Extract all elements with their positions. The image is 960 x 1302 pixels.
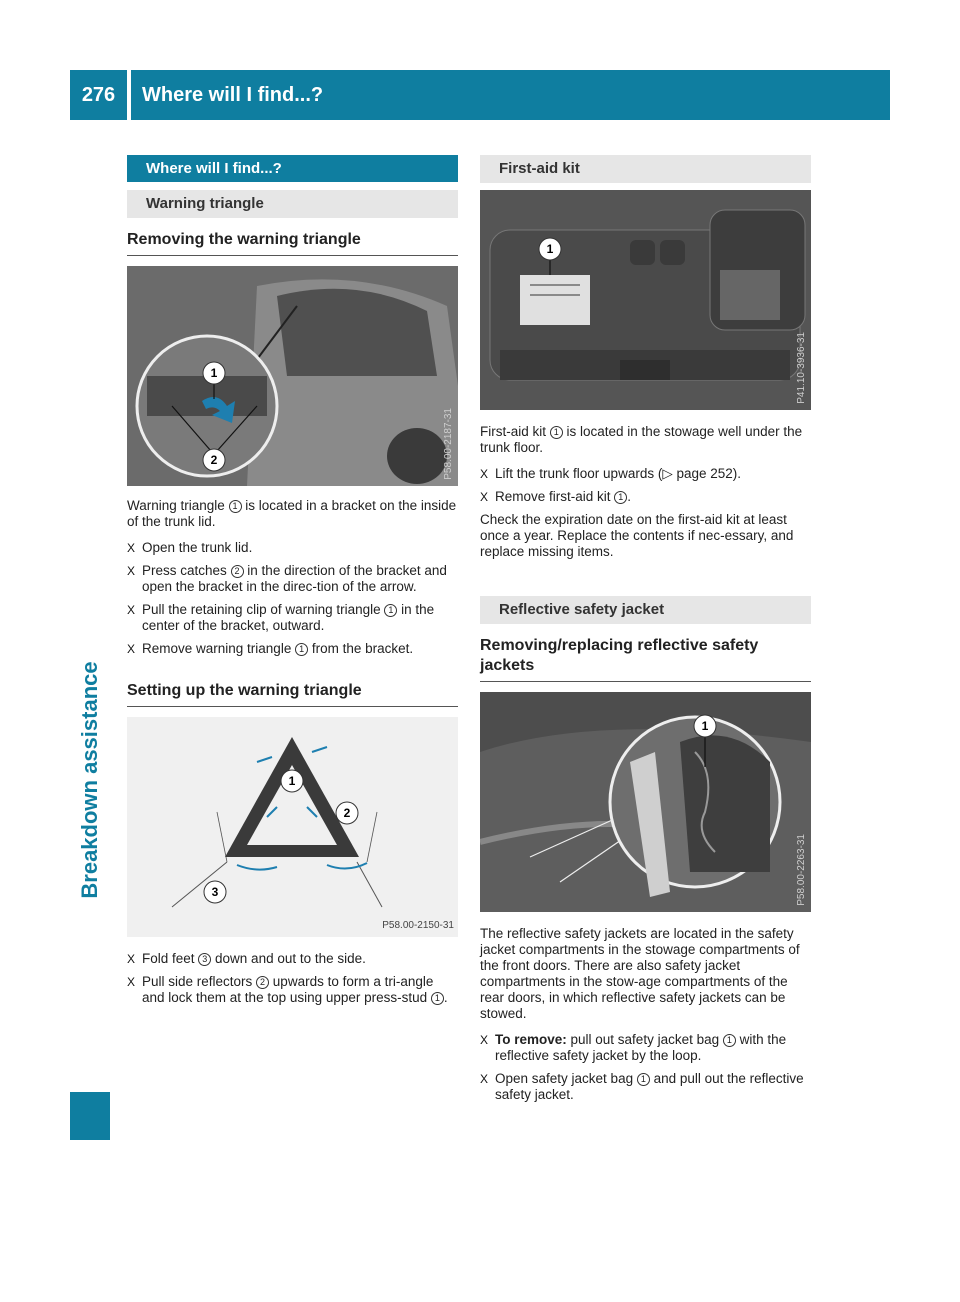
callout-ref: 2 — [231, 565, 244, 578]
step-open-trunk: X Open the trunk lid. — [127, 540, 253, 555]
left-column — [127, 155, 458, 1006]
subsection-warning-triangle: Warning triangle — [127, 190, 458, 218]
step-pull-reflectors: X Pull side reflectors 2 upwards to form a tri-angle and lock them at the top using upper press-stud 1 . — [127, 974, 448, 1005]
triangle-setup-illustration — [127, 717, 458, 937]
step-arrow-icon: X — [127, 541, 136, 555]
step-remove-jacket: X To remove: pull out safety jacket bag 1 with the reflective safety jacket by the loop. — [480, 1032, 787, 1063]
side-tab — [70, 120, 110, 1020]
page-header — [70, 70, 890, 120]
header-title: Where will I find...? — [142, 84, 324, 106]
step-open-bag: X Open safety jacket bag 1 and pull out the reflective safety jacket. — [480, 1071, 804, 1102]
callout-1: 1 — [701, 719, 709, 733]
step-fold-feet: X Fold feet 3 down and out to the side. — [127, 951, 366, 966]
step-remove-triangle: X Remove warning triangle 1 from the bracket. — [127, 641, 414, 656]
callout-ref: 1 — [723, 1034, 736, 1047]
side-tab-marker — [70, 1092, 110, 1140]
header-separator — [127, 70, 131, 120]
callout-ref: 1 — [295, 643, 308, 656]
step-pull-clip: X Pull the retaining clip of warning triangle 1 in the center of the bracket, outward. — [127, 602, 435, 633]
figure-code: P58.00-2187-31 — [443, 408, 454, 480]
callout-3: 3 — [211, 885, 219, 899]
heading-removing-triangle: Removing the warning triangle — [127, 230, 458, 256]
heading-setting-up-triangle: Setting up the warning triangle — [127, 681, 458, 707]
subsection-safety-jacket: Reflective safety jacket — [480, 596, 811, 624]
step-remove-kit: X Remove first-aid kit 1 . — [480, 489, 632, 504]
step-lift-floor: X Lift the trunk floor upwards (▷ page 252). — [480, 466, 742, 481]
step-arrow-icon: X — [127, 564, 136, 578]
figure-triangle-setup — [127, 717, 458, 937]
figure-safety-jacket — [480, 692, 811, 912]
callout-ref: 1 — [431, 992, 444, 1005]
callout-ref: 1 — [384, 604, 397, 617]
section-bar: Where will I find...? — [127, 155, 458, 182]
step-arrow-icon: X — [480, 1033, 489, 1047]
paragraph-kit-location: First-aid kit 1 is located in the stowage well under the trunk floor. — [480, 424, 803, 455]
step-arrow-icon: X — [480, 467, 489, 481]
step-arrow-icon: X — [480, 1072, 489, 1086]
step-press-catches: X Press catches 2 in the direction of the bracket and open the bracket in the direc-tion of the arrow. — [127, 563, 447, 594]
callout-2: 2 — [343, 806, 351, 820]
step-arrow-icon: X — [127, 975, 136, 989]
figure-code: P58.00-2150-31 — [382, 920, 454, 931]
callout-1: 1 — [546, 242, 554, 256]
subsection-first-aid-kit: First-aid kit — [480, 155, 811, 183]
step-arrow-icon: X — [127, 642, 136, 656]
callout-ref: 3 — [198, 953, 211, 966]
heading-jackets: Removing/replacing reflective safety jackets — [480, 636, 811, 682]
callout-ref: 1 — [614, 491, 627, 504]
figure-code: P58.00-2263-31 — [796, 834, 807, 906]
paragraph-jacket-location: The reflective safety jackets are located in the safety jacket compartments in the stowage compartments of the front doors. There are also safety jacket compartments in the stow-age compartments of the rear doors, in which reflective safety jackets can be stowed. — [480, 926, 800, 1021]
paragraph-triangle-location: Warning triangle 1 is located in a bracket on the inside of the trunk lid. — [127, 498, 457, 529]
figure-code: P41.10-3936-31 — [796, 332, 807, 404]
callout-ref: 1 — [550, 426, 563, 439]
figure-trunk-lid — [127, 266, 458, 486]
right-column — [480, 155, 811, 1103]
step-arrow-icon: X — [127, 603, 136, 617]
callout-ref: 2 — [256, 976, 269, 989]
page-number: 276 — [81, 84, 116, 106]
callout-ref: 1 — [637, 1073, 650, 1086]
callout-ref: 1 — [229, 500, 242, 513]
side-tab-label: Breakdown assistance — [77, 661, 102, 899]
step-arrow-icon: X — [480, 490, 489, 504]
trunk-lid-illustration — [127, 266, 458, 486]
callout-1: 1 — [288, 774, 296, 788]
figure-first-aid-kit — [480, 190, 811, 410]
first-aid-kit-illustration — [480, 190, 811, 410]
paragraph-expiration: Check the expiration date on the first-aid kit at least once a year. Replace the contents if nec-essary, and replace missing items. — [480, 512, 794, 559]
callout-2: 2 — [210, 453, 218, 467]
callout-1: 1 — [210, 366, 218, 380]
door-compartment-illustration — [480, 692, 811, 912]
step-arrow-icon: X — [127, 952, 136, 966]
